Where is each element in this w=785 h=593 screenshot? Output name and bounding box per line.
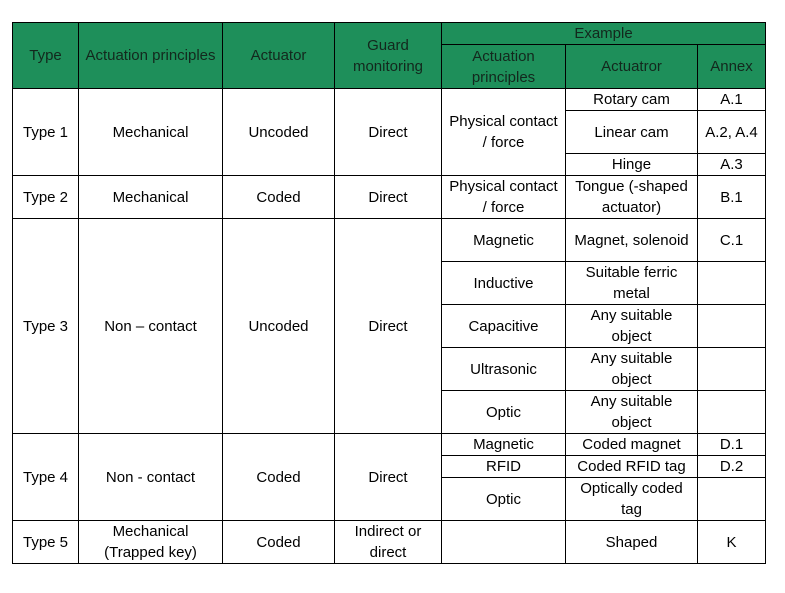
- header-actuator: Actuator: [223, 23, 335, 89]
- type3-example-principle: Magnetic: [442, 219, 566, 262]
- type3-example-annex: C.1: [698, 219, 766, 262]
- type2-actuator: Coded: [223, 176, 335, 219]
- type2-principle: Mechanical: [79, 176, 223, 219]
- type2-type: Type 2: [13, 176, 79, 219]
- type3-example-actuator: Any suitable object: [566, 348, 698, 391]
- type4-example-actuator: Coded magnet: [566, 434, 698, 456]
- type2-example-annex: B.1: [698, 176, 766, 219]
- type4-example-principle: Optic: [442, 478, 566, 521]
- type1-example-principle: Physical contact / force: [442, 89, 566, 176]
- type4-example-principle: RFID: [442, 456, 566, 478]
- type1-principle: Mechanical: [79, 89, 223, 176]
- type3-example-actuator: Suitable ferric metal: [566, 262, 698, 305]
- type5-guard: Indirect or direct: [335, 521, 442, 564]
- type1-example-annex: A.2, A.4: [698, 111, 766, 154]
- type4-example-annex: [698, 478, 766, 521]
- header-actuation-principles: Actuation principles: [79, 23, 223, 89]
- type3-type: Type 3: [13, 219, 79, 434]
- type3-example-principle: Capacitive: [442, 305, 566, 348]
- header-example: Example: [442, 23, 766, 45]
- type3-example-annex: [698, 262, 766, 305]
- header-example-actuator: Actuatror: [566, 45, 698, 89]
- type4-guard: Direct: [335, 434, 442, 521]
- type3-example-actuator: Any suitable object: [566, 305, 698, 348]
- type1-example-actuator: Hinge: [566, 154, 698, 176]
- type5-actuator: Coded: [223, 521, 335, 564]
- type4-type: Type 4: [13, 434, 79, 521]
- type5-type: Type 5: [13, 521, 79, 564]
- header-example-annex: Annex: [698, 45, 766, 89]
- header-type: Type: [13, 23, 79, 89]
- type3-example-annex: [698, 305, 766, 348]
- type2-guard: Direct: [335, 176, 442, 219]
- header-example-actuation-principles: Actuation principles: [442, 45, 566, 89]
- type4-example-annex: D.1: [698, 434, 766, 456]
- type1-example-actuator: Rotary cam: [566, 89, 698, 111]
- type1-type: Type 1: [13, 89, 79, 176]
- type1-guard: Direct: [335, 89, 442, 176]
- type3-example-principle: Optic: [442, 391, 566, 434]
- type1-example-annex: A.3: [698, 154, 766, 176]
- type3-guard: Direct: [335, 219, 442, 434]
- type4-example-actuator: Optically coded tag: [566, 478, 698, 521]
- type2-example-actuator: Tongue (-shaped actuator): [566, 176, 698, 219]
- type4-principle: Non - contact: [79, 434, 223, 521]
- actuator-type-table: [12, 22, 766, 564]
- type3-example-annex: [698, 391, 766, 434]
- type4-actuator: Coded: [223, 434, 335, 521]
- type5-example-principle: [442, 521, 566, 564]
- type3-example-actuator: Magnet, solenoid: [566, 219, 698, 262]
- type3-example-principle: Inductive: [442, 262, 566, 305]
- type4-example-annex: D.2: [698, 456, 766, 478]
- type1-example-annex: A.1: [698, 89, 766, 111]
- type1-actuator: Uncoded: [223, 89, 335, 176]
- type5-principle: Mechanical (Trapped key): [79, 521, 223, 564]
- type4-example-actuator: Coded RFID tag: [566, 456, 698, 478]
- type3-example-actuator: Any suitable object: [566, 391, 698, 434]
- type5-example-actuator: Shaped: [566, 521, 698, 564]
- type5-example-annex: K: [698, 521, 766, 564]
- type2-example-principle: Physical contact / force: [442, 176, 566, 219]
- type3-principle: Non – contact: [79, 219, 223, 434]
- type1-example-actuator: Linear cam: [566, 111, 698, 154]
- type3-example-annex: [698, 348, 766, 391]
- type3-actuator: Uncoded: [223, 219, 335, 434]
- type4-example-principle: Magnetic: [442, 434, 566, 456]
- type3-example-principle: Ultrasonic: [442, 348, 566, 391]
- header-guard-monitoring: Guard monitoring: [335, 23, 442, 89]
